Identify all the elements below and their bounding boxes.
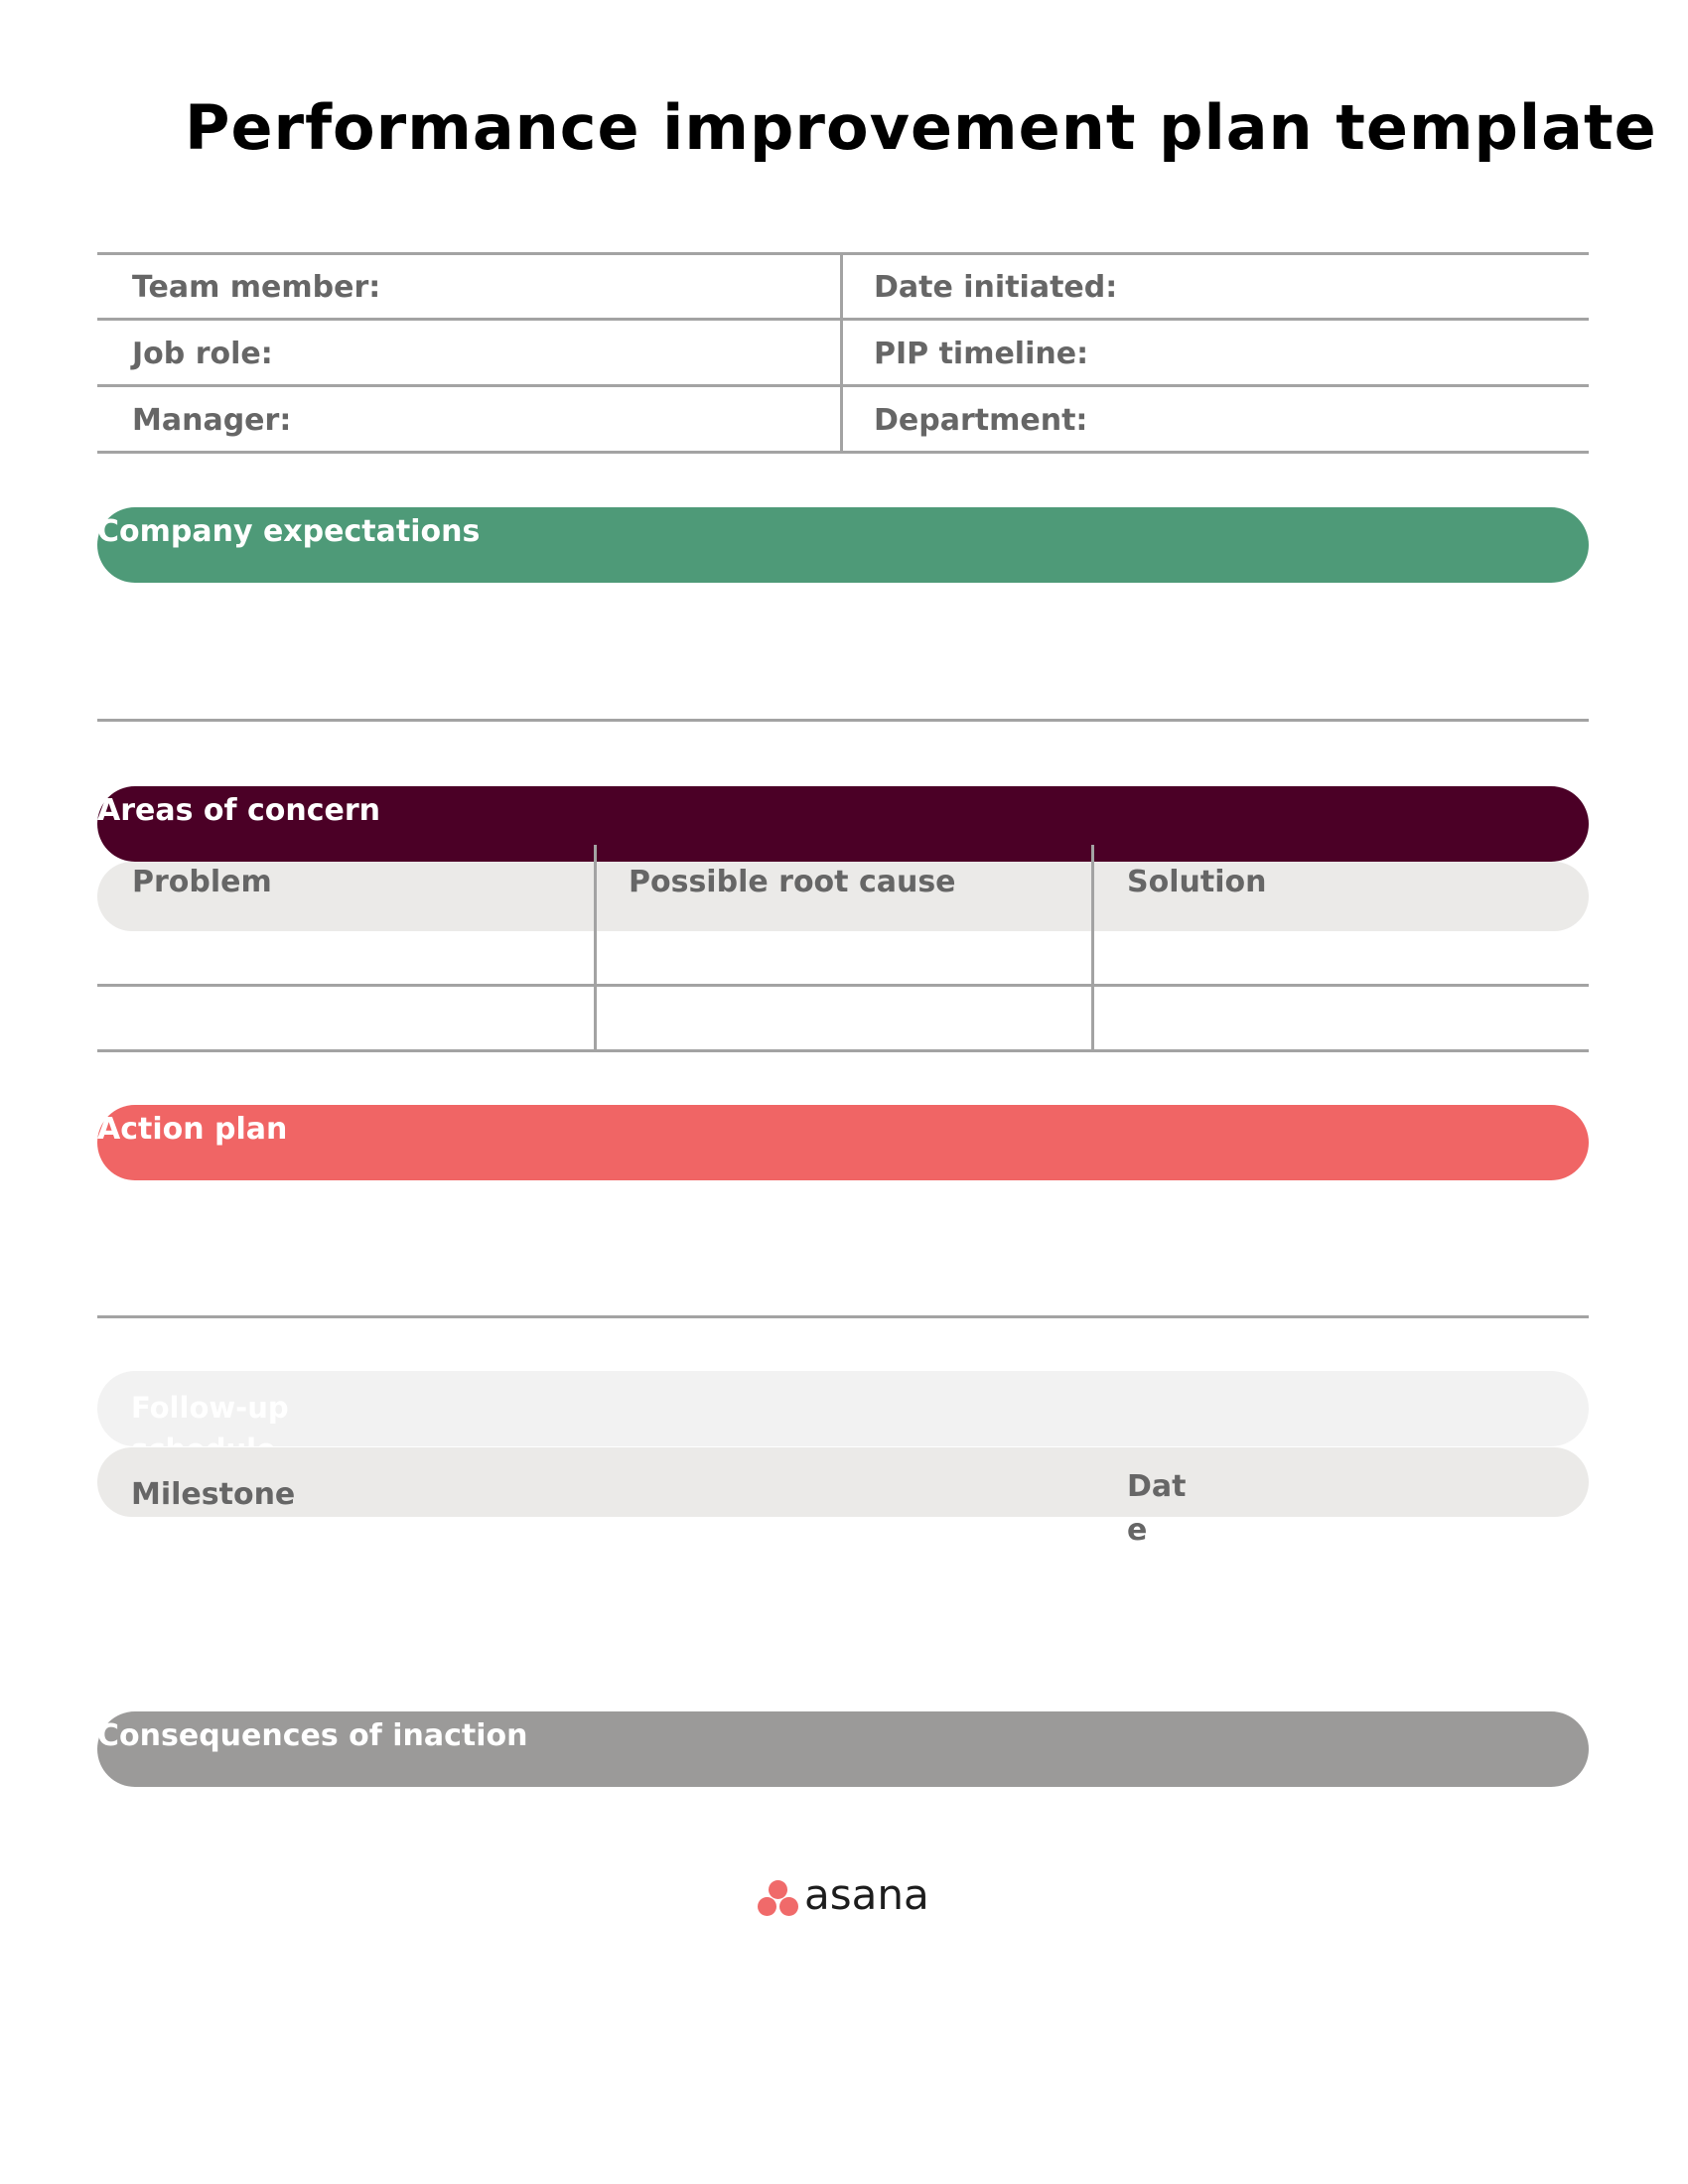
- date-initiated-label: Date initiated:: [874, 270, 1118, 305]
- problem-column-header: Problem: [132, 865, 272, 899]
- team-member-label: Team member:: [132, 270, 381, 305]
- divider: [97, 719, 1589, 722]
- action-plan-header: [97, 1105, 1589, 1180]
- divider: [594, 845, 597, 1051]
- department-label: Department:: [874, 403, 1088, 438]
- areas-of-concern-title: Areas of concern: [97, 793, 381, 828]
- root-cause-column-header: Possible root cause: [629, 865, 956, 899]
- follow-up-schedule-title: Follow-up: [131, 1391, 289, 1425]
- asana-wordmark: asana: [804, 1870, 929, 1919]
- job-role-label: Job role:: [132, 337, 273, 371]
- follow-up-schedule-header: [97, 1371, 1589, 1446]
- solution-column-header: Solution: [1127, 865, 1267, 899]
- date-column-header: Dat e: [1127, 1469, 1187, 1548]
- divider: [840, 252, 843, 453]
- consequences-of-inaction-header: [97, 1711, 1589, 1787]
- divider: [97, 451, 1589, 454]
- company-expectations-title: Company expectations: [97, 514, 481, 549]
- divider: [97, 1315, 1589, 1318]
- pip-timeline-label: PIP timeline:: [874, 337, 1089, 371]
- follow-up-table-header: [97, 1447, 1589, 1517]
- consequences-of-inaction-title: Consequences of inaction: [97, 1718, 528, 1753]
- page-title: Performance improvement plan template: [185, 91, 1657, 164]
- table-row: [97, 1049, 1589, 1052]
- divider: [1091, 845, 1094, 1051]
- manager-label: Manager:: [132, 403, 292, 438]
- milestone-column-header: Milestone: [131, 1477, 296, 1512]
- divider: [97, 384, 1589, 387]
- divider: [97, 252, 1589, 255]
- divider: [97, 318, 1589, 321]
- areas-of-concern-header: [97, 786, 1589, 862]
- company-expectations-header: [97, 507, 1589, 583]
- table-row: [97, 984, 1589, 987]
- action-plan-title: Action plan: [97, 1112, 288, 1147]
